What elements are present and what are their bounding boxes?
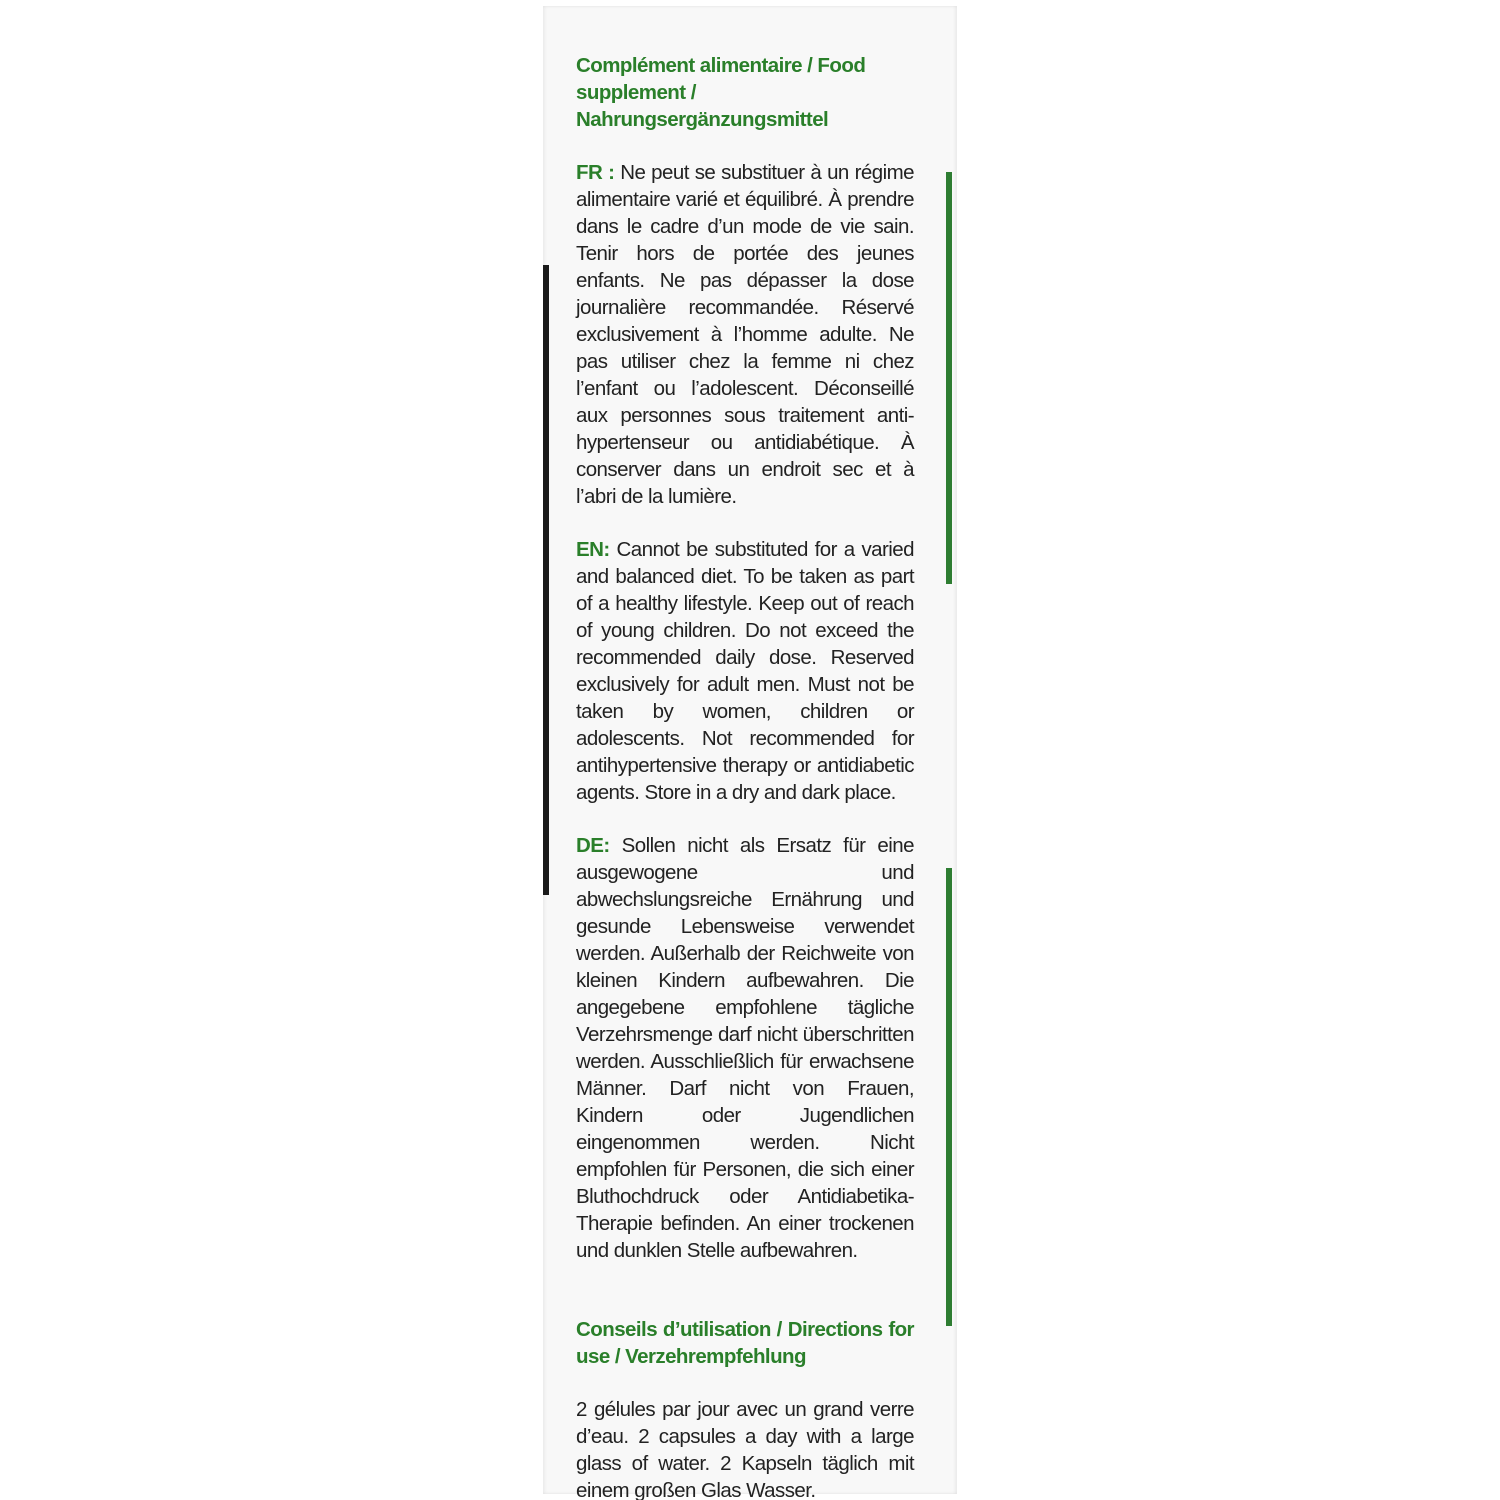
warning-de	[576, 832, 914, 1264]
box-right-edge-band-lower	[946, 868, 952, 1326]
lang-code-fr: FR :	[576, 161, 615, 184]
warning-text-fr: Ne peut se substituer à un régime alimentaire varié et équilibré. À prendre dans le cadre d’un mode de vie sain. Tenir hors de portée des jeunes enfants. Ne pas dépasser la dose journalière recommandée. Réservé exclusivement à l’homme adulte. Ne pas utiliser chez la femme ni chez l’enfant ou l’adolescent. Déconseillé aux personnes sous traitement anti-hypertenseur ou antidiabétique. À conserver dans un endroit sec et à l’abri de la lumière.	[576, 161, 914, 508]
lang-code-en: EN:	[576, 538, 610, 561]
label-text-block	[576, 52, 914, 1500]
label-title: Complément alimentaire / Food supplement / Nahrungsergänzungsmittel	[576, 54, 866, 131]
lang-code-de: DE:	[576, 834, 610, 857]
directions-text: 2 gélules par jour avec un grand verre d’eau. 2 capsules a day with a large glass of water. 2 Kapseln täglich mit einem großen Glas Wasser.	[576, 1398, 914, 1500]
warning-fr	[576, 159, 914, 510]
box-left-edge-band	[543, 265, 549, 895]
box-right-edge-band-upper	[946, 172, 952, 584]
directions-title: Conseils d’utilisation / Directions for use / Verzehrempfehlung	[576, 1318, 914, 1368]
warning-text-de: Sollen nicht als Ersatz für eine ausgewogene und abwechslungsreiche Ernährung und gesunde Lebensweise verwendet werden. Außerhalb der Reichweite von kleinen Kindern aufbewahren. Die angegebene empfohlene tägliche Verzehrsmenge darf nicht überschritten werden. Ausschließlich für erwachsene Männer. Darf nicht von Frauen, Kindern oder Jugendlichen eingenommen werden. Nicht empfohlen für Personen, die sich einer Bluthochdruck oder Antidiabetika-Therapie befinden. An einer trockenen und dunklen Stelle aufbewahren.	[576, 834, 914, 1262]
warning-en	[576, 536, 914, 806]
warning-text-en: Cannot be substituted for a varied and balanced diet. To be taken as part of a healthy lifestyle. Keep out of reach of young children. Do not exceed the recommended daily dose. Reserved exclusively for adult men. Must not be taken by women, children or adolescents. Not recommended for antihypertensive therapy or antidiabetic agents. Store in a dry and dark place.	[576, 538, 914, 804]
